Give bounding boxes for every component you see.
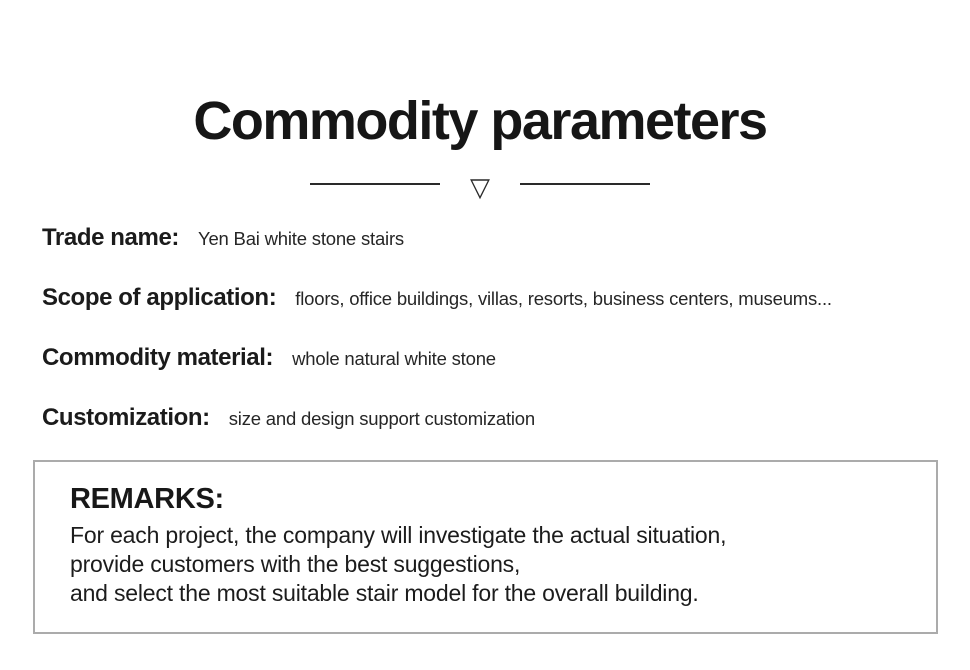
page-title: Commodity parameters xyxy=(193,91,767,151)
parameter-value: floors, office buildings, villas, resorts, business centers, museums... xyxy=(295,288,832,309)
parameter-label: Customization: xyxy=(42,404,210,431)
parameter-value: whole natural white stone xyxy=(292,348,496,369)
title-divider xyxy=(0,168,960,200)
remarks-line: For each project, the company will investigate the actual situation, xyxy=(70,522,727,548)
parameter-label: Commodity material: xyxy=(42,344,274,371)
parameter-row-scope-of-application xyxy=(42,284,940,344)
divider-line-right xyxy=(520,183,650,185)
parameter-label: Scope of application: xyxy=(42,284,277,311)
down-triangle-icon: ▽ xyxy=(470,172,490,202)
remarks-heading: REMARKS: xyxy=(70,483,224,515)
parameter-list xyxy=(42,224,940,464)
parameter-row-commodity-material xyxy=(42,344,940,404)
remarks-line: and select the most suitable stair model for the overall building. xyxy=(70,580,699,606)
divider-line-left xyxy=(310,183,440,185)
parameter-value: Yen Bai white stone stairs xyxy=(198,228,404,249)
parameter-label: Trade name: xyxy=(42,224,179,251)
parameter-row-customization xyxy=(42,404,940,464)
parameter-row-trade-name xyxy=(42,224,940,284)
parameter-value: size and design support customization xyxy=(228,408,535,429)
remarks-box xyxy=(33,460,938,634)
remarks-line: provide customers with the best suggestions, xyxy=(70,551,521,577)
